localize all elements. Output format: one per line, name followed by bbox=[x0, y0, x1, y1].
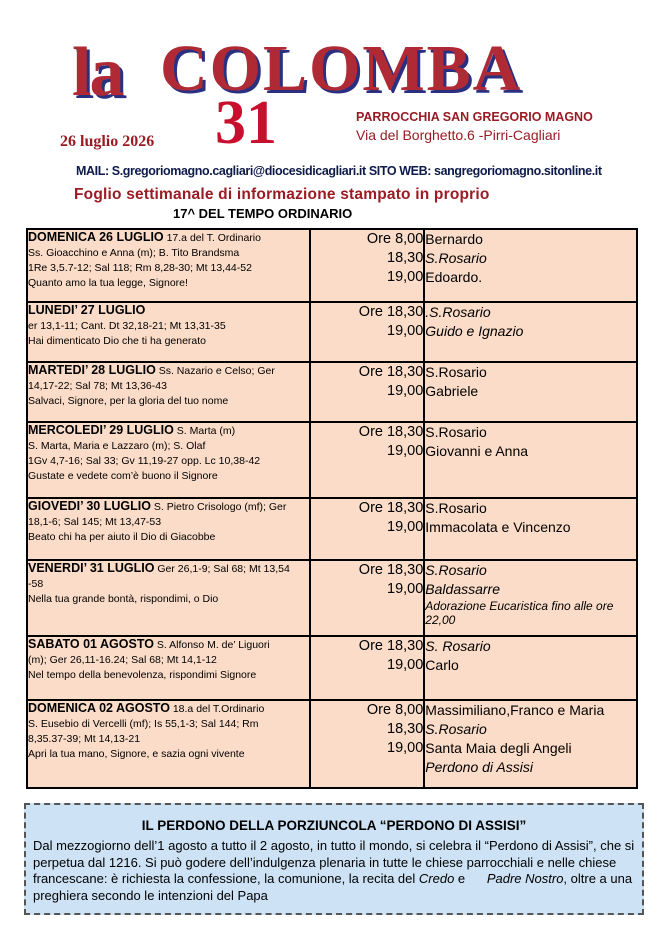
time-cell bbox=[310, 700, 424, 788]
mass-time: 18,30 bbox=[387, 721, 424, 737]
intention: Immacolata e Vincenzo bbox=[425, 519, 571, 535]
intention: S.Rosario bbox=[425, 500, 487, 516]
day-cell bbox=[27, 362, 310, 422]
psalm-line: Salvaci, Signore, per la gloria del tuo nome bbox=[28, 395, 229, 407]
day-name: VENERDI’ 31 LUGLIO bbox=[28, 561, 155, 575]
perdono-credo: Credo bbox=[418, 871, 455, 886]
reading-line: S. Eusebio di Vercelli (mf); Is 55,1-3; Sal 144; Rm bbox=[28, 718, 259, 730]
intention-cell bbox=[424, 362, 637, 422]
issue-number: 31 bbox=[215, 89, 277, 157]
intention: Perdono di Assisi bbox=[425, 759, 533, 775]
day-cell bbox=[27, 498, 310, 560]
day-name: MARTEDI’ 28 LUGLIO bbox=[28, 363, 156, 377]
day-name: DOMENICA 02 AGOSTO bbox=[28, 701, 170, 715]
mass-time: 19,00 bbox=[387, 269, 424, 285]
mass-time: Ore 18,30 bbox=[358, 364, 424, 380]
mass-time: 19,00 bbox=[387, 383, 424, 399]
issue-date: 26 luglio 2026 bbox=[60, 133, 155, 150]
reading-line: 18,1-6; Sal 145; Mt 13,47-53 bbox=[28, 516, 162, 528]
psalm-line: Nella tua grande bontà, rispondimi, o Dio bbox=[28, 593, 219, 605]
intention: S. Rosario bbox=[425, 638, 491, 654]
intention-cell bbox=[424, 422, 637, 498]
intention: Santa Maia degli Angeli bbox=[425, 740, 572, 756]
day-cell bbox=[27, 700, 310, 788]
perdono-padre-nostro: Padre Nostro bbox=[486, 871, 564, 886]
table-row bbox=[27, 302, 637, 362]
psalm-line: Apri la tua mano, Signore, e sazia ogni vivente bbox=[28, 748, 245, 760]
mass-time: Ore 18,30 bbox=[358, 562, 424, 578]
reading-line: 1Gv 4,7-16; Sal 33; Gv 11,19-27 opp. Lc 10,38-42 bbox=[28, 455, 261, 467]
mass-time: 18,30 bbox=[387, 250, 424, 266]
day-name: DOMENICA 26 LUGLIO bbox=[28, 230, 164, 244]
day-note: S. Marta (m) bbox=[173, 425, 236, 437]
table-row bbox=[27, 700, 637, 788]
parish-address: Via del Borghetto.6 -Pirri-Cagliari bbox=[356, 127, 561, 143]
table-row bbox=[27, 498, 637, 560]
perdono-text: , oltre a una preghiera secondo le intenzioni del Papa bbox=[33, 871, 633, 903]
subtitle: Foglio settimanale di informazione stampato in proprio bbox=[74, 186, 490, 203]
intention: Massimiliano,Franco e Maria bbox=[425, 702, 605, 718]
intention: Carlo bbox=[425, 657, 459, 673]
mass-time: Ore 18,30 bbox=[358, 638, 424, 654]
mass-time: Ore 18,30 bbox=[358, 304, 424, 320]
mass-time: 19,00 bbox=[387, 740, 424, 756]
masthead bbox=[0, 0, 670, 221]
intention: Guido e Ignazio bbox=[425, 323, 524, 339]
psalm-line: Gustate e vedete com’è buono il Signore bbox=[28, 470, 218, 482]
intention-cell bbox=[424, 636, 637, 700]
perdono-box bbox=[24, 803, 644, 915]
reading-line: er 13,1-11; Cant. Dt 32,18-21; Mt 13,31-35 bbox=[28, 320, 226, 332]
time-cell bbox=[310, 636, 424, 700]
reading-line: 14,17-22; Sal 78; Mt 13,36-43 bbox=[28, 380, 167, 392]
perdono-text: e bbox=[454, 871, 487, 886]
day-cell bbox=[27, 229, 310, 302]
day-name: GIOVEDI’ 30 LUGLIO bbox=[28, 499, 151, 513]
mass-time: Ore 8,00 bbox=[366, 231, 424, 247]
intention: Gabriele bbox=[425, 383, 479, 399]
day-name: LUNEDI’ 27 LUGLIO bbox=[28, 303, 146, 317]
intention-cell bbox=[424, 560, 637, 636]
intention: Bernardo bbox=[425, 231, 483, 247]
reading-line: -58 bbox=[28, 578, 44, 590]
intention: S.Rosario bbox=[425, 424, 487, 440]
time-cell bbox=[310, 229, 424, 302]
mass-time: 19,00 bbox=[387, 519, 424, 535]
table-row bbox=[27, 422, 637, 498]
intention: S.Rosario bbox=[425, 721, 487, 737]
mass-time: Ore 18,30 bbox=[358, 424, 424, 440]
day-note: 17.a del T. Ordinario bbox=[163, 232, 261, 244]
perdono-text: Dal mezzogiorno dell’1 agosto a tutto il 2 agosto, in tutto il mondo, si celebra il “Perdono di Assisi”, che si perpetua dal 1216. Si può godere dell’indulgenza plenaria in tutte le chiese parrocchiali e nelle chiese francescane: è richiesta la confessione, la comunione, la recita del bbox=[33, 838, 635, 886]
reading-line: 8,35.37-39; Mt 14,13-21 bbox=[28, 733, 141, 745]
time-cell bbox=[310, 422, 424, 498]
day-note: Ss. Nazario e Celso; Ger bbox=[155, 365, 275, 377]
day-cell bbox=[27, 422, 310, 498]
mass-time: Ore 8,00 bbox=[366, 702, 424, 718]
reading-line: (m); Ger 26,11-16.24; Sal 68; Mt 14,1-12 bbox=[28, 654, 217, 666]
reading-line: S. Marta, Maria e Lazzaro (m); S. Olaf bbox=[28, 440, 206, 452]
day-note: S. Pietro Crisologo (mf); Ger bbox=[150, 501, 287, 513]
table-row bbox=[27, 560, 637, 636]
masthead-title-la: la bbox=[72, 34, 123, 111]
masthead-title-colomba: COLOMBA bbox=[160, 32, 523, 105]
psalm-line: Quanto amo la tua legge, Signore! bbox=[28, 277, 188, 289]
reading-line: 1Re 3,5.7-12; Sal 118; Rm 8,28-30; Mt 13,44-52 bbox=[28, 262, 252, 274]
intention: Edoardo. bbox=[425, 269, 483, 285]
day-note: 18.a del T.Ordinario bbox=[169, 703, 265, 715]
intention-cell bbox=[424, 302, 637, 362]
intention-cell bbox=[424, 700, 637, 788]
intention: S.Rosario bbox=[425, 250, 487, 266]
time-cell bbox=[310, 560, 424, 636]
perdono-body bbox=[33, 838, 637, 904]
psalm-line: Beato chi ha per aiuto il Dio di Giacobbe bbox=[28, 531, 216, 543]
day-name: MERCOLEDI’ 29 LUGLIO bbox=[28, 423, 174, 437]
intention: Baldassarre bbox=[425, 581, 500, 597]
intention-cell bbox=[424, 498, 637, 560]
intention: .S.Rosario bbox=[425, 304, 491, 320]
day-cell bbox=[27, 302, 310, 362]
time-cell bbox=[310, 362, 424, 422]
reading-line: Ss. Gioacchino e Anna (m); B. Tito Brandsma bbox=[28, 247, 240, 259]
mass-schedule-table bbox=[26, 228, 638, 789]
day-note: Ger 26,1-9; Sal 68; Mt 13,54 bbox=[154, 563, 290, 575]
psalm-line: Hai dimenticato Dio che ti ha generato bbox=[28, 335, 207, 347]
day-note: S. Alfonso M. de’ Liguori bbox=[153, 639, 270, 651]
psalm-line: Nel tempo della benevolenza, rispondimi Signore bbox=[28, 669, 257, 681]
intention-cell bbox=[424, 229, 637, 302]
mass-time: 19,00 bbox=[387, 657, 424, 673]
intention: S.Rosario bbox=[425, 364, 487, 380]
adoration-note: Adorazione Eucaristica fino alle ore 22,00 bbox=[425, 599, 614, 627]
contact-line: MAIL: S.gregoriomagno.cagliari@diocesidicagliari.it SITO WEB: sangregoriomagno.sitonline.it bbox=[76, 164, 602, 178]
intention: Giovanni e Anna bbox=[425, 443, 529, 459]
perdono-title: IL PERDONO DELLA PORZIUNCOLA “PERDONO DI ASSISI” bbox=[141, 818, 527, 833]
table-row bbox=[27, 229, 637, 302]
intention: S.Rosario bbox=[425, 562, 487, 578]
time-cell bbox=[310, 498, 424, 560]
mass-time: 19,00 bbox=[387, 323, 424, 339]
parish-name: PARROCCHIA SAN GREGORIO MAGNO bbox=[356, 110, 593, 124]
day-cell bbox=[27, 560, 310, 636]
liturgical-week: 17^ DEL TEMPO ORDINARIO bbox=[173, 206, 353, 221]
table-row bbox=[27, 362, 637, 422]
table-row bbox=[27, 636, 637, 700]
day-cell bbox=[27, 636, 310, 700]
mass-time: 19,00 bbox=[387, 443, 424, 459]
day-name: SABATO 01 AGOSTO bbox=[28, 637, 154, 651]
mass-time: Ore 18,30 bbox=[358, 500, 424, 516]
time-cell bbox=[310, 302, 424, 362]
mass-time: 19,00 bbox=[387, 581, 424, 597]
